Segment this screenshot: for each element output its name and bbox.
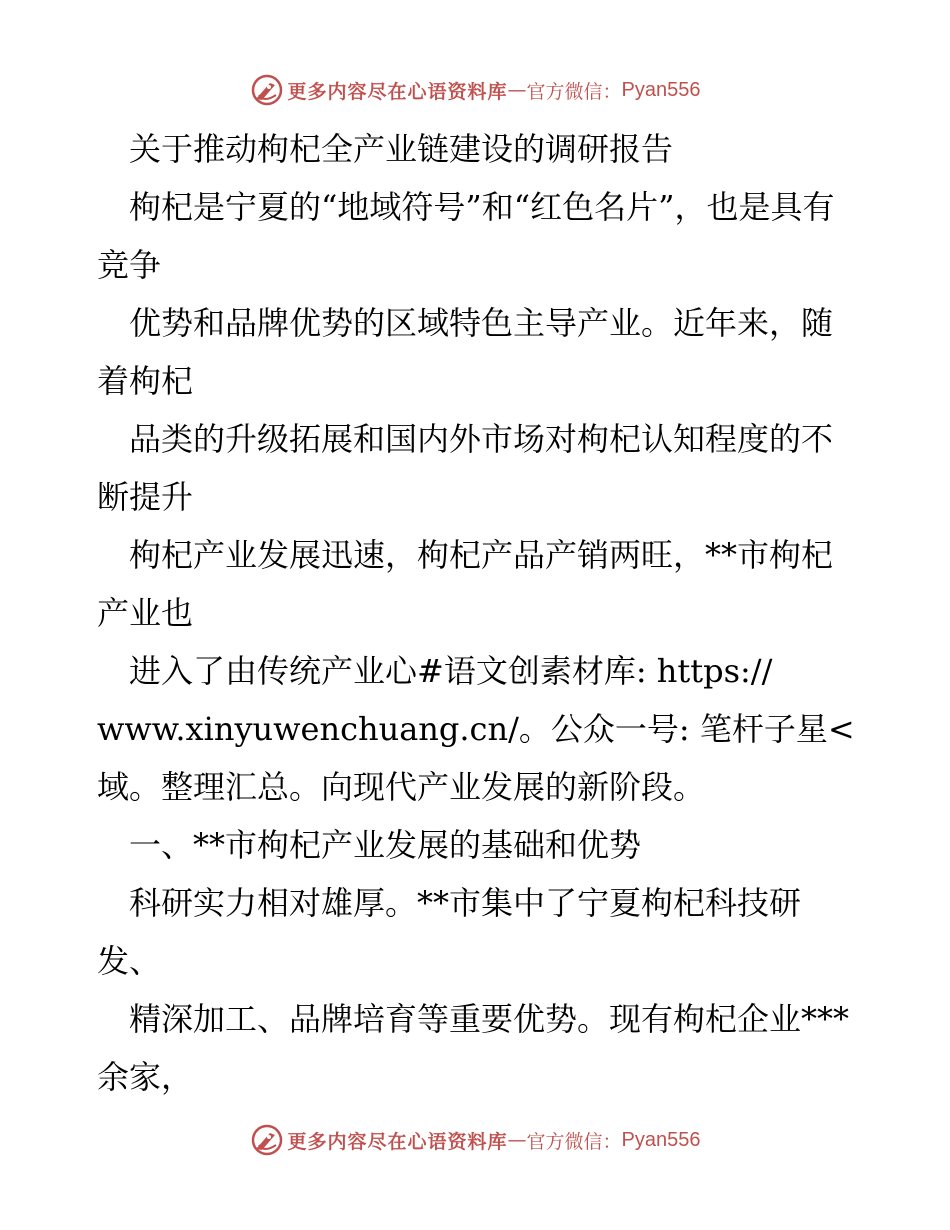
paragraph: 优势和品牌优势的区域特色主导产业。近年来，随着枸杞: [97, 304, 834, 400]
banner-separator: —: [507, 79, 527, 101]
banner-wechat-label: 官方微信：: [526, 80, 622, 103]
banner-text: 更多内容尽在心语资料库: [287, 80, 508, 103]
header-watermark-banner: [0, 70, 950, 110]
banner-wechat-id: Pyan556: [621, 1128, 701, 1151]
pen-nib-logo-icon: [250, 1123, 284, 1157]
document-title: 关于推动枸杞全产业链建设的调研报告: [97, 130, 674, 168]
paragraph: 进入了由传统产业心#语文创素材库: https:// www.xinyuwenchuang.cn/。公众一号: 笔杆子星< 域。整理汇总。向现代产业发展的新阶段。: [97, 652, 865, 806]
section-heading: 一、**市枸杞产业发展的基础和优势: [97, 826, 642, 864]
paragraph: 精深加工、品牌培育等重要优势。现有枸杞企业***余家，: [97, 1000, 850, 1096]
pen-nib-logo-icon: [250, 73, 284, 107]
paragraph: 科研实力相对雄厚。**市集中了宁夏枸杞科技研发、: [97, 884, 802, 980]
banner-wechat-label: 官方微信：: [526, 1130, 622, 1153]
banner-separator: —: [507, 1129, 527, 1151]
paragraph: 品类的升级拓展和国内外市场对枸杞认知程度的不断提升: [97, 420, 834, 516]
paragraph: 枸杞产业发展迅速，枸杞产品产销两旺，**市枸杞产业也: [97, 536, 834, 632]
footer-watermark-banner: [0, 1120, 950, 1160]
document-body: [97, 120, 865, 1106]
banner-wechat-id: Pyan556: [621, 78, 701, 101]
banner-text: 更多内容尽在心语资料库: [287, 1130, 508, 1153]
paragraph: 枸杞是宁夏的“地域符号”和“红色名片”，也是具有竞争: [97, 188, 835, 284]
